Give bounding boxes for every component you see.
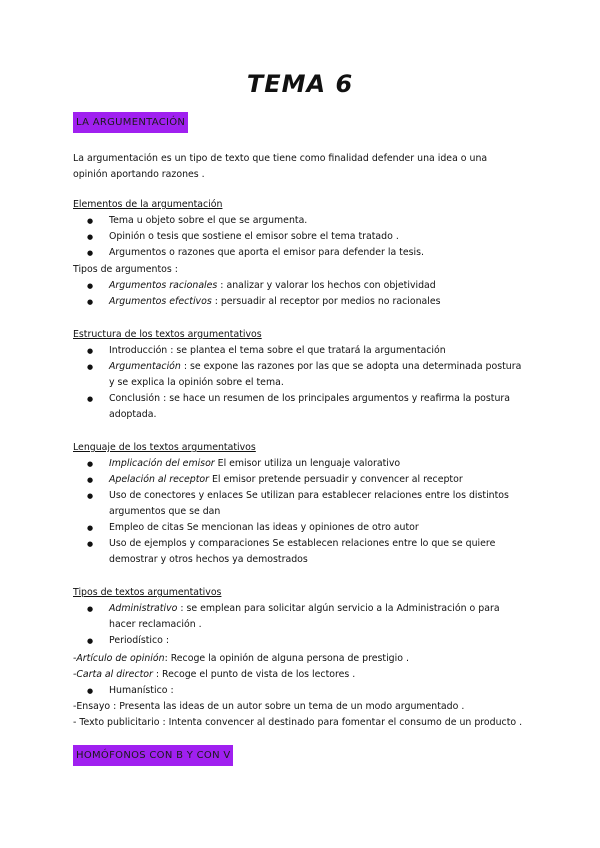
list-item xyxy=(87,488,527,520)
list-item xyxy=(87,472,527,488)
term: Apelación al receptor xyxy=(109,474,209,485)
term: - Texto publicitario xyxy=(73,717,160,728)
term: Uso de conectores y enlaces xyxy=(109,490,244,501)
term: Conclusión xyxy=(109,393,161,404)
elementos-heading: Elementos de la argumentación xyxy=(73,199,223,210)
description: : se hace un resumen de los principales argumentos y reafirma la postura adoptada. xyxy=(109,393,511,420)
articulo-line xyxy=(73,651,409,667)
publicitario-line xyxy=(73,715,522,731)
ensayo-line xyxy=(73,699,464,715)
list-item: ● Opinión o tesis que sostiene el emisor sobre el tema tratado . xyxy=(87,229,527,245)
description: : Intenta convencer al destinado para fomentar el consumo de un producto . xyxy=(159,717,523,728)
list-item: ● Periodístico : xyxy=(87,633,527,649)
list-item xyxy=(87,536,527,568)
intro-paragraph: La argumentación es un tipo de texto que tiene como finalidad defender una idea o una opinión aportando razones . xyxy=(73,153,488,180)
description: : persuadir al receptor por medios no racionales xyxy=(211,296,441,307)
list-item xyxy=(87,343,527,359)
term: Argumentos racionales xyxy=(109,280,218,291)
list-item xyxy=(87,391,527,423)
description: Se establecen relaciones entre lo que se quiere demostrar y otros hechos ya demostrados xyxy=(109,538,496,565)
term: Argumentación xyxy=(109,361,181,372)
list-item xyxy=(87,278,527,294)
description: Se mencionan las ideas y opiniones de otro autor xyxy=(183,522,419,533)
list-item: ● Humanístico : xyxy=(87,683,527,699)
description: : se emplean para solicitar algún servicio a la Administración o para hacer reclamación . xyxy=(109,603,500,630)
description: : analizar y valorar los hechos con objetividad xyxy=(217,280,436,291)
term: Implicación del emisor xyxy=(109,458,215,469)
term: -Carta al director xyxy=(73,669,153,680)
description: Se utilizan para establecer relaciones entre los distintos argumentos que se dan xyxy=(109,490,509,517)
term: Empleo de citas xyxy=(109,522,184,533)
term: Introducción xyxy=(109,345,168,356)
term: Argumentos efectivos xyxy=(109,296,212,307)
list-item xyxy=(87,520,527,536)
lenguaje-list xyxy=(87,456,527,568)
list-item xyxy=(87,456,527,472)
estructura-list xyxy=(87,343,527,423)
section-heading-homofonos xyxy=(73,745,233,766)
term: Uso de ejemplos y comparaciones xyxy=(109,538,270,549)
estructura-heading: Estructura de los textos argumentativos xyxy=(73,329,262,340)
description: El emisor utiliza un lenguaje valorativo xyxy=(214,458,401,469)
description: El emisor pretende persuadir y convencer al receptor xyxy=(209,474,463,485)
term: -Artículo de opinión xyxy=(73,653,165,664)
list-item: ● Tema u objeto sobre el que se argumenta. xyxy=(87,213,527,229)
term: -Ensayo xyxy=(73,701,111,712)
list-item xyxy=(87,294,527,310)
tipos-textos-heading: Tipos de textos argumentativos xyxy=(73,587,222,598)
tipos-textos-list-2 xyxy=(87,683,527,699)
description: : se expone las razones por las que se adopta una determinada postura y se explica la opinión sobre el tema. xyxy=(109,361,522,388)
tipos-argumentos-heading: Tipos de argumentos : xyxy=(73,264,178,275)
page-title: TEMA 6 xyxy=(246,70,354,98)
description: : Recoge el punto de vista de los lectores . xyxy=(152,669,356,680)
term: Administrativo xyxy=(109,603,178,614)
description: : Presenta las ideas de un autor sobre un tema de un modo argumentado . xyxy=(110,701,465,712)
highlighted-heading: LA ARGUMENTACIÓN xyxy=(73,112,188,133)
elementos-list xyxy=(87,213,527,261)
description: : Recoge la opinión de alguna persona de prestigio . xyxy=(164,653,409,664)
list-item: ● Argumentos o razones que aporta el emisor para defender la tesis. xyxy=(87,245,527,261)
highlighted-heading: HOMÓFONOS CON B Y CON V xyxy=(73,745,233,766)
description: : se plantea el tema sobre el que tratará la argumentación xyxy=(167,345,446,356)
carta-line xyxy=(73,667,355,683)
lenguaje-heading: Lenguaje de los textos argumentativos xyxy=(73,442,256,453)
section-heading-argumentacion xyxy=(73,112,188,133)
list-item xyxy=(87,601,527,633)
list-item xyxy=(87,359,527,391)
tipos-textos-list-1 xyxy=(87,601,527,649)
tipos-argumentos-list xyxy=(87,278,527,310)
